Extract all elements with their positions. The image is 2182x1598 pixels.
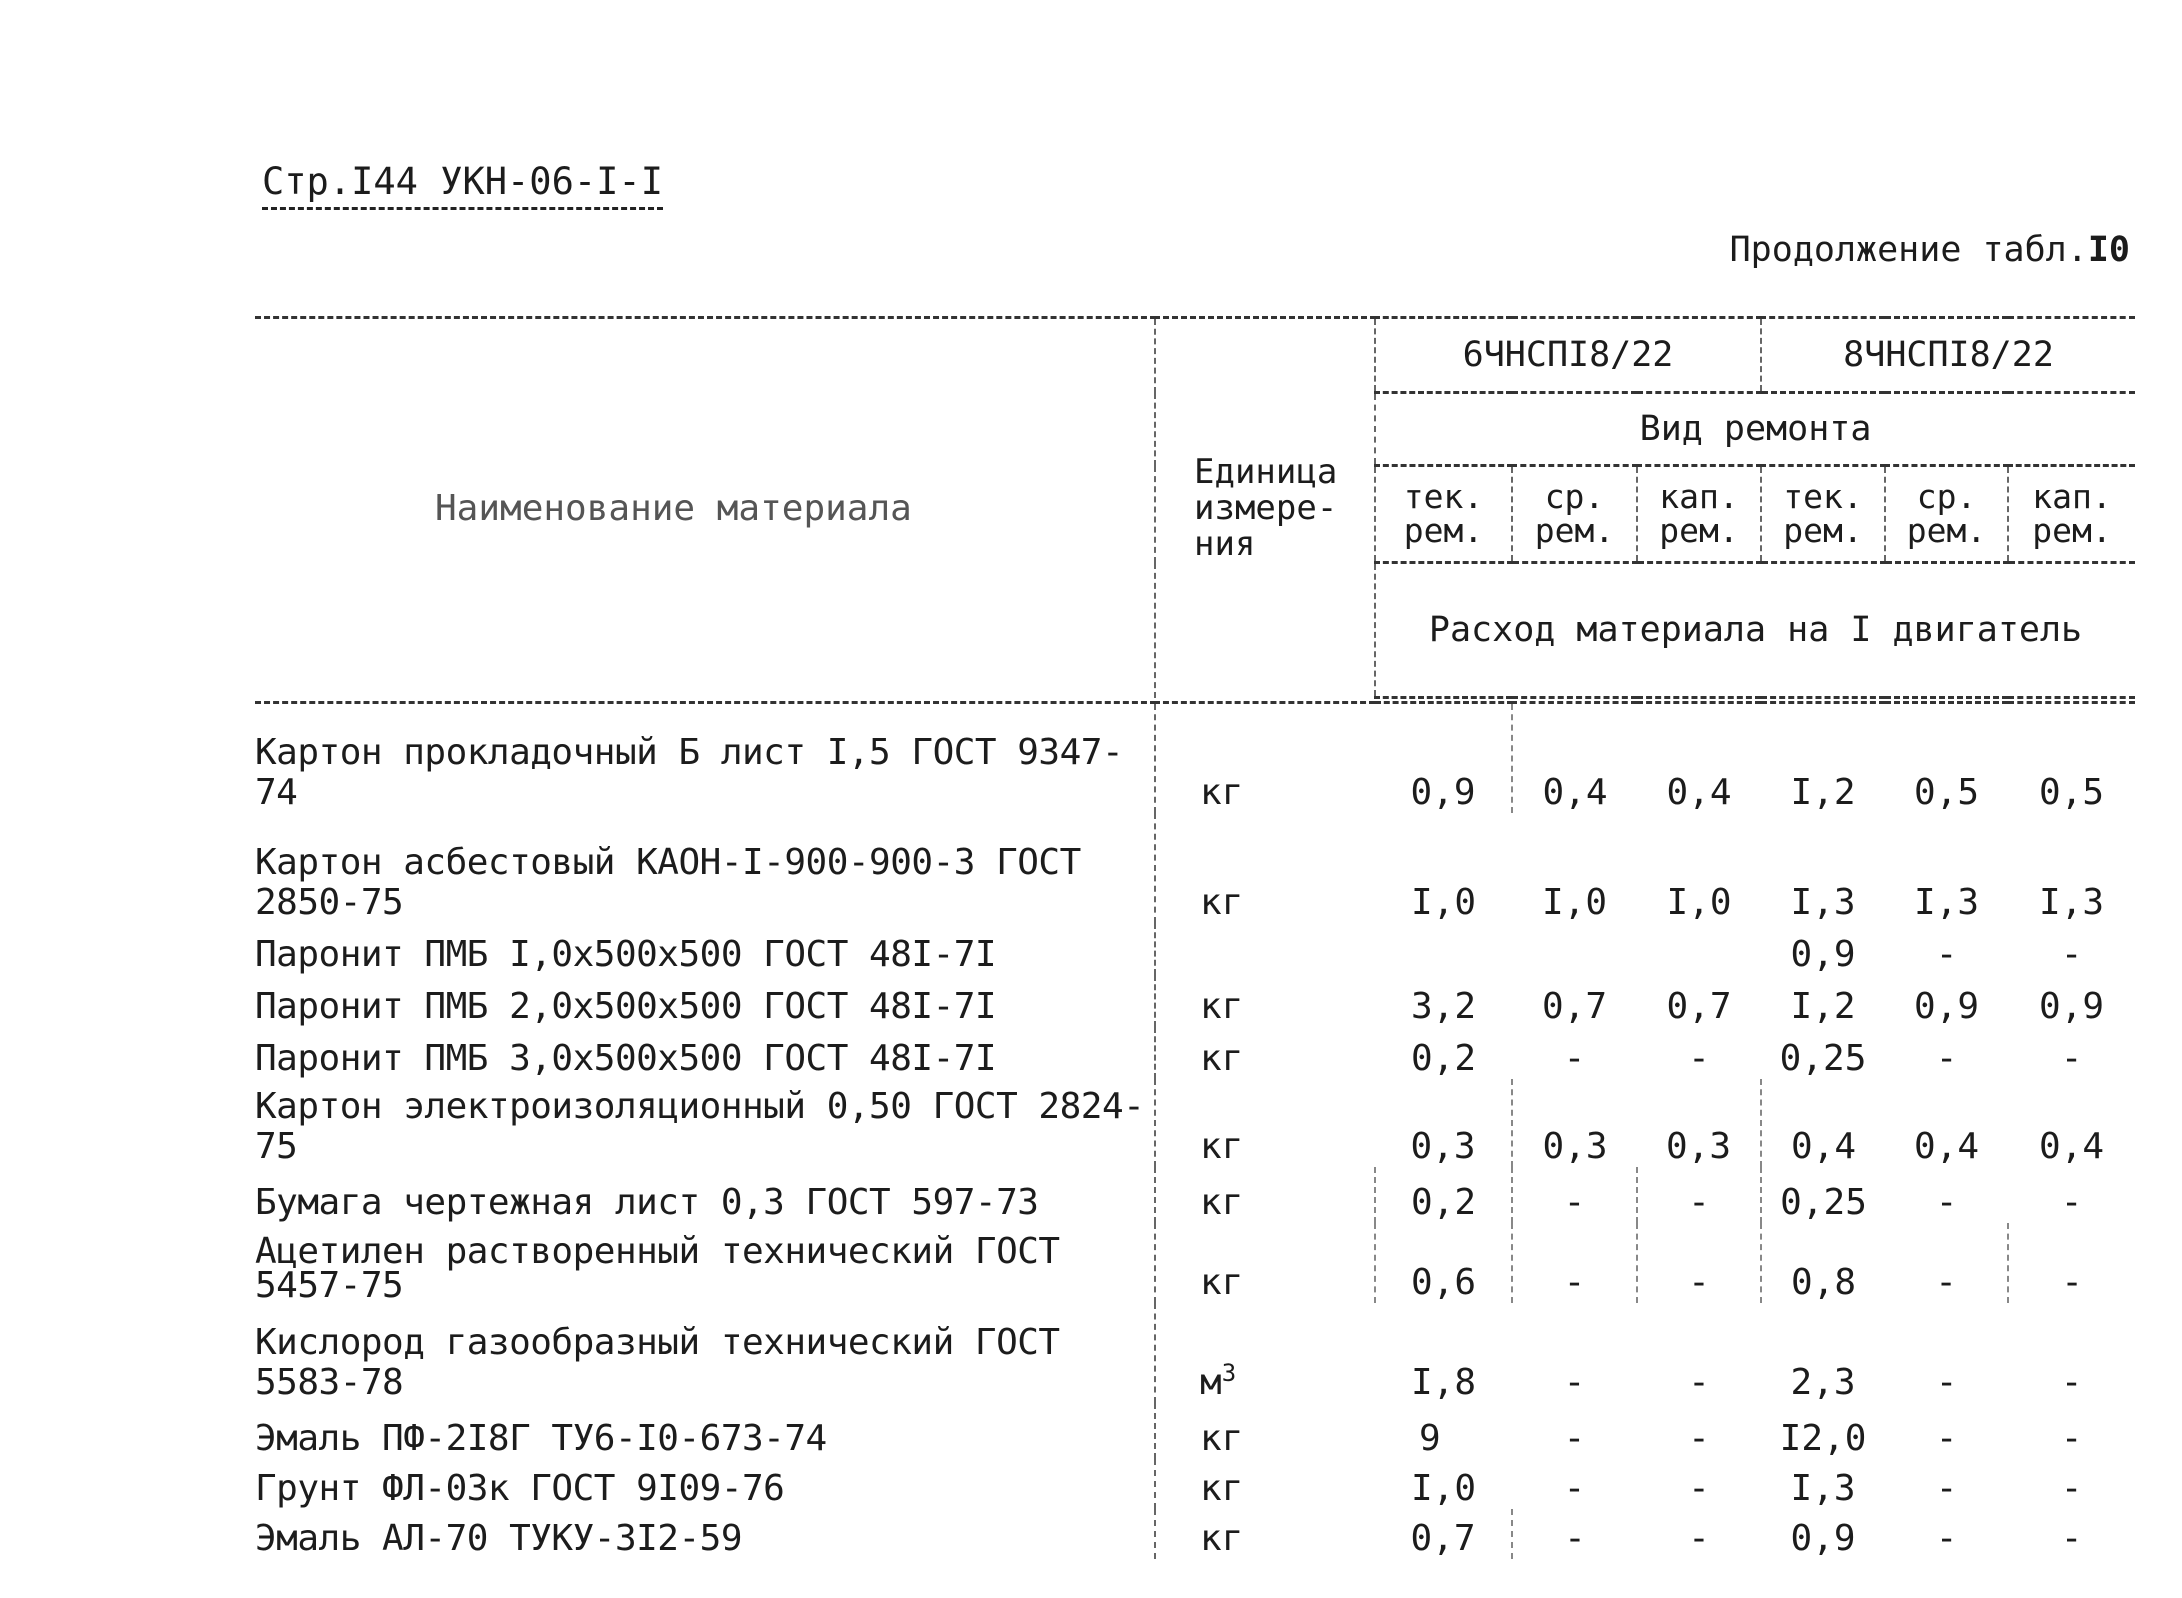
- material-name: Картон прокладочный Б лист I,5 ГОСТ 9347-74: [255, 731, 1124, 813]
- header-repair-kind: ср. рем.: [1885, 466, 2008, 563]
- unit-cell: кг: [1155, 1027, 1375, 1079]
- table-row: [255, 1459, 2135, 1509]
- unit-text: м: [1200, 1361, 1222, 1403]
- table-row: [255, 923, 2135, 975]
- unit-cell: кг: [1155, 1079, 1375, 1167]
- materials-table: [255, 316, 2135, 1559]
- value-cell: I,3: [2039, 881, 2105, 923]
- value-cell: -: [1512, 1167, 1637, 1223]
- value-cell: -: [1688, 1361, 1710, 1403]
- value-cell: 0,4: [1914, 1125, 1980, 1167]
- table-number: I0: [2087, 230, 2130, 270]
- value-cell: -: [1688, 1037, 1710, 1079]
- value-cell: -: [1637, 1167, 1761, 1223]
- value-cell: 2,3: [1790, 1361, 1856, 1403]
- value-cell: I,0: [1410, 881, 1477, 923]
- value-cell: 0,6: [1375, 1223, 1512, 1303]
- unit-cell: кг: [1155, 1167, 1375, 1223]
- unit-superscript: 3: [1221, 1358, 1237, 1387]
- value-cell: I,3: [1790, 1467, 1856, 1509]
- value-cell: 0,9: [2039, 985, 2105, 1027]
- value-cell: 0,4: [1666, 771, 1732, 813]
- value-cell: I,3: [1790, 881, 1856, 923]
- value-cell: -: [1688, 1467, 1710, 1509]
- value-cell: -: [1637, 1223, 1761, 1303]
- value-cell: I,0: [1541, 881, 1608, 923]
- table-row: [255, 813, 2135, 923]
- value-cell: -: [1935, 1037, 1958, 1079]
- value-cell: -: [1563, 1417, 1586, 1459]
- value-cell: 0,3: [1666, 1125, 1732, 1167]
- value-cell: [1512, 923, 1637, 975]
- material-name: Бумага чертежная лист 0,3 ГОСТ 597-73: [255, 1181, 1039, 1223]
- value-cell: 0,5: [1914, 771, 1980, 813]
- value-cell: -: [2060, 1037, 2083, 1079]
- value-cell: 0,25: [1761, 1167, 1885, 1223]
- header-repair-kind: кап. рем.: [1637, 466, 1761, 563]
- value-cell: -: [2060, 1517, 2083, 1559]
- value-cell: I2,0: [1779, 1417, 1867, 1459]
- value-cell: [1375, 923, 1512, 975]
- value-cell: 0,9: [1790, 933, 1856, 975]
- value-cell: 0,9: [1410, 771, 1476, 813]
- header-engine-1: 6ЧНСПI8/22: [1375, 318, 1761, 393]
- value-cell: I,2: [1790, 771, 1856, 813]
- material-name: Эмаль ПФ-2I8Г ТУ6-I0-673-74: [255, 1417, 827, 1459]
- value-cell: -: [1563, 1037, 1586, 1079]
- value-cell: -: [2008, 1223, 2135, 1303]
- value-cell: -: [1688, 1517, 1710, 1559]
- value-cell: -: [1935, 933, 1958, 975]
- unit-cell: кг: [1155, 1459, 1375, 1509]
- header-repair-kind: тек. рем.: [1375, 466, 1512, 563]
- value-cell: 0,3: [1512, 1079, 1637, 1167]
- value-cell: [1637, 923, 1761, 975]
- value-cell: -: [2060, 933, 2083, 975]
- value-cell: 0,4: [1512, 703, 1637, 813]
- material-name: Картон асбестовый КАОН-I-900-900-3 ГОСТ 2850-75: [255, 841, 1081, 923]
- table-row: [255, 1167, 2135, 1223]
- value-cell: 0,3: [1410, 1125, 1476, 1167]
- table-row: [255, 1079, 2135, 1167]
- value-cell: 0,8: [1761, 1223, 1885, 1303]
- value-cell: -: [2060, 1467, 2083, 1509]
- value-cell: -: [2060, 1417, 2083, 1459]
- table-row: [255, 703, 2135, 813]
- table-row: [255, 1403, 2135, 1459]
- header-material: Наименование материала: [435, 487, 912, 529]
- value-cell: I,3: [1914, 881, 1980, 923]
- header-repair-kind: ср. рем.: [1512, 466, 1637, 563]
- value-cell: I,8: [1410, 1361, 1477, 1403]
- value-cell: 0,7: [1410, 1517, 1476, 1559]
- continuation-text: Продолжение табл.: [1729, 230, 2088, 270]
- unit-cell: кг: [1155, 975, 1375, 1027]
- value-cell: 0,9: [1914, 985, 1980, 1027]
- unit-cell: кг: [1155, 1403, 1375, 1459]
- table-row: [255, 1303, 2135, 1403]
- header-consumption: Расход материала на I двигатель: [1375, 563, 2135, 698]
- value-cell: -: [1935, 1181, 1958, 1223]
- value-cell: 0,4: [1761, 1079, 1885, 1167]
- unit-cell: кг: [1155, 1509, 1375, 1559]
- value-cell: -: [1935, 1261, 1957, 1303]
- value-cell: 0,25: [1779, 1037, 1867, 1079]
- value-cell: -: [1688, 1417, 1710, 1459]
- value-cell: -: [2060, 1181, 2083, 1223]
- value-cell: 9: [1419, 1417, 1441, 1459]
- value-cell: 0,2: [1410, 1037, 1477, 1079]
- page-header: Стр.I44 УКН-06-I-I: [262, 160, 663, 210]
- value-cell: I,0: [1666, 881, 1732, 923]
- header-repair-kind: тек. рем.: [1761, 466, 1885, 563]
- table-row: [255, 1223, 2135, 1303]
- value-cell: -: [1935, 1361, 1958, 1403]
- header-unit: Единица измере- ния: [1155, 318, 1375, 698]
- value-cell: -: [1512, 1509, 1637, 1559]
- value-cell: -: [1563, 1361, 1586, 1403]
- unit-cell: [1155, 1303, 1375, 1403]
- value-cell: -: [2060, 1361, 2083, 1403]
- material-name: Кислород газообразный технический ГОСТ 5583-78: [255, 1321, 1060, 1403]
- material-name: Паронит ПМБ 2,0x500x500 ГОСТ 48I-7I: [255, 985, 997, 1027]
- unit-cell: кг: [1155, 1223, 1375, 1303]
- value-cell: 0,7: [1541, 985, 1608, 1027]
- material-name: Эмаль АЛ-70 ТУКУ-3I2-59: [255, 1517, 742, 1559]
- value-cell: 0,5: [2039, 771, 2105, 813]
- value-cell: 0,9: [1790, 1517, 1856, 1559]
- material-name: Паронит ПМБ 3,0x500x500 ГОСТ 48I-7I: [255, 1037, 997, 1079]
- value-cell: 3,2: [1410, 985, 1477, 1027]
- material-name: Ацетилен растворенный технический ГОСТ 5457-75: [255, 1230, 1060, 1306]
- value-cell: -: [1935, 1517, 1958, 1559]
- table-row: [255, 1509, 2135, 1559]
- table-row: [255, 1027, 2135, 1079]
- material-name: Грунт ФЛ-03к ГОСТ 9I09-76: [255, 1467, 785, 1509]
- table-row: [255, 975, 2135, 1027]
- value-cell: 0,7: [1666, 985, 1732, 1027]
- unit-cell: кг: [1155, 813, 1375, 923]
- value-cell: I,0: [1410, 1467, 1477, 1509]
- value-cell: -: [1512, 1223, 1637, 1303]
- unit-cell: [1155, 923, 1375, 975]
- unit-cell: кг: [1155, 703, 1375, 813]
- value-cell: 0,2: [1375, 1167, 1512, 1223]
- table-continuation-label: [1730, 230, 2130, 270]
- material-name: Картон электроизоляционный 0,50 ГОСТ 2824-75: [255, 1085, 1145, 1167]
- value-cell: -: [1935, 1467, 1958, 1509]
- value-cell: -: [1935, 1417, 1958, 1459]
- value-cell: 0,4: [2039, 1125, 2105, 1167]
- header-repair-type: Вид ремонта: [1375, 393, 2135, 466]
- header-repair-kind: кап. рем.: [2008, 466, 2135, 563]
- material-name: Паронит ПМБ I,0x500x500 ГОСТ 48I-7I: [255, 933, 997, 975]
- value-cell: I,2: [1790, 985, 1856, 1027]
- value-cell: -: [1563, 1467, 1586, 1509]
- header-engine-2: 8ЧНСПI8/22: [1761, 318, 2135, 393]
